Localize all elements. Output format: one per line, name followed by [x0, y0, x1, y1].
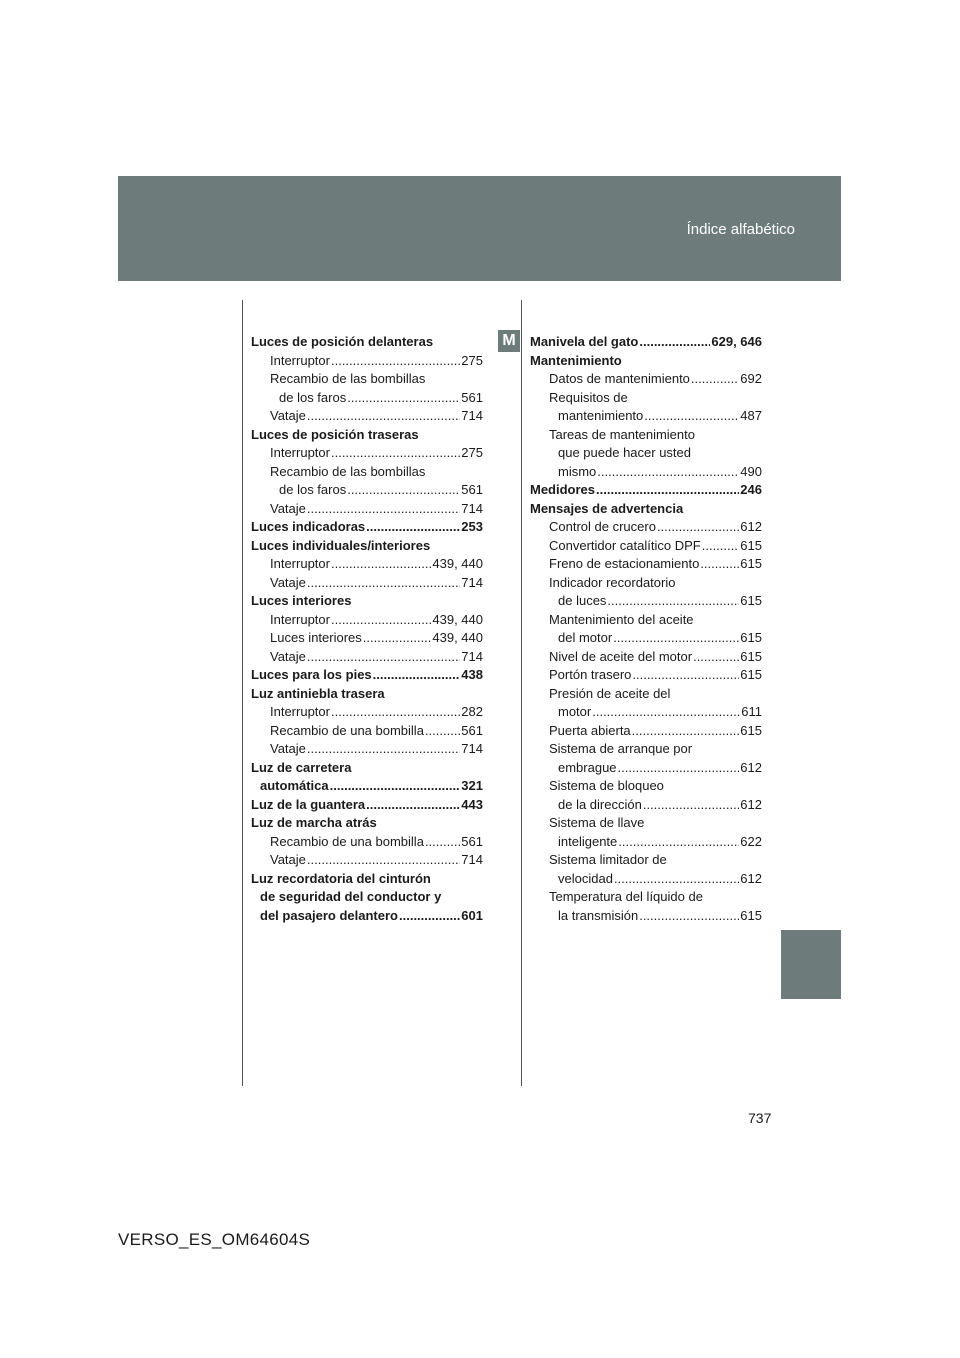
- index-entry: [530, 629, 762, 648]
- index-entry: [251, 833, 483, 852]
- dot-leader: [618, 759, 740, 778]
- entry-page: 714: [461, 500, 483, 516]
- dot-leader: [613, 629, 739, 648]
- entry-label: Luces interiores: [270, 630, 362, 645]
- index-entry: Presión de aceite del: [549, 685, 671, 701]
- index-entry: Sistema limitador de: [549, 852, 667, 867]
- entry-label: Medidores: [530, 482, 596, 497]
- entry-page: 438: [461, 667, 483, 682]
- entry-label: Luz de la guantera: [251, 796, 366, 812]
- entry-page: 275: [461, 352, 483, 368]
- entry-page: 615: [740, 593, 762, 608]
- index-entry: Indicador recordatorio: [549, 574, 676, 590]
- index-entry: [251, 500, 483, 519]
- entry-page: 714: [461, 408, 483, 423]
- entry-label: Vataje: [270, 500, 306, 516]
- index-entry: Luz antiniebla trasera: [251, 685, 385, 701]
- index-entry: que puede hacer usted: [558, 445, 691, 460]
- index-entry: [251, 352, 483, 371]
- dot-leader: [614, 870, 739, 889]
- index-column-right: [530, 333, 762, 925]
- entry-label: de los faros: [279, 482, 347, 497]
- entry-label: mantenimiento: [558, 408, 644, 423]
- entry-label: del motor: [558, 630, 613, 645]
- index-entry: Temperatura del líquido de: [549, 889, 703, 904]
- entry-label: Interruptor: [270, 704, 330, 719]
- index-entry: Sistema de arranque por: [549, 741, 693, 756]
- index-entry: [530, 481, 762, 500]
- dot-leader: [644, 407, 739, 426]
- entry-label: Convertidor catalítico DPF: [549, 537, 701, 553]
- index-entry: [530, 796, 762, 815]
- entry-label: inteligente: [558, 833, 618, 849]
- index-column-left: [251, 333, 483, 925]
- dot-leader: [307, 648, 460, 667]
- index-entry: Sistema de bloqueo: [549, 778, 664, 793]
- index-letter-marker: M: [498, 330, 520, 352]
- entry-page: 611: [741, 704, 762, 719]
- dot-leader: [331, 703, 460, 722]
- entry-label: Puerta abierta: [549, 722, 631, 738]
- index-entry: [530, 666, 762, 685]
- index-entry: [530, 833, 762, 852]
- header-band: [118, 176, 841, 281]
- index-entry: [530, 518, 762, 537]
- entry-label: embrague: [558, 759, 617, 775]
- dot-leader: [307, 740, 460, 759]
- index-entry: [530, 703, 762, 722]
- index-entry: [251, 907, 483, 926]
- entry-page: 615: [740, 556, 762, 571]
- index-entry: [251, 389, 483, 408]
- index-entry: [251, 648, 483, 667]
- entry-page: 246: [740, 482, 762, 497]
- index-entry: [530, 407, 762, 426]
- entry-label: la transmisión: [558, 907, 639, 923]
- index-entry: [530, 370, 762, 389]
- index-entry: Luces de posición delanteras: [251, 334, 434, 349]
- column-divider-left: [242, 300, 243, 1086]
- dot-leader: [657, 518, 739, 537]
- dot-leader: [331, 611, 431, 630]
- index-entry: Recambio de las bombillas: [270, 463, 426, 479]
- entry-label: Interruptor: [270, 352, 330, 368]
- entry-label: de la dirección: [558, 796, 642, 812]
- dot-leader: [592, 703, 740, 722]
- dot-leader: [399, 907, 460, 926]
- entry-page: 439, 440: [432, 630, 483, 645]
- entry-label: velocidad: [558, 870, 613, 886]
- entry-page: 601: [461, 907, 483, 923]
- entry-label: Vataje: [270, 852, 306, 867]
- index-entry: [251, 722, 483, 741]
- entry-page: 321: [461, 778, 483, 793]
- entry-label: Luces indicadoras: [251, 519, 366, 534]
- dot-leader: [363, 629, 432, 648]
- entry-label: Interruptor: [270, 611, 330, 627]
- section-title: Índice alfabético: [686, 221, 795, 238]
- entry-page: 490: [740, 463, 762, 479]
- index-entry: Luces de posición traseras: [251, 426, 419, 442]
- entry-label: Manivela del gato: [530, 334, 639, 349]
- entry-page: 714: [461, 852, 483, 867]
- dot-leader: [366, 518, 460, 537]
- entry-page: 275: [461, 445, 483, 460]
- entry-label: Vataje: [270, 741, 306, 756]
- entry-page: 561: [461, 389, 483, 405]
- entry-label: Vataje: [270, 574, 306, 590]
- dot-leader: [373, 666, 461, 685]
- entry-page: 615: [740, 907, 762, 923]
- index-entry: [530, 592, 762, 611]
- entry-page: 612: [740, 796, 762, 812]
- index-entry: [530, 463, 762, 482]
- index-entry: [251, 851, 483, 870]
- column-divider-right: [521, 300, 522, 1086]
- entry-label: Interruptor: [270, 445, 330, 460]
- index-entry: Mantenimiento: [530, 352, 622, 368]
- entry-label: Luces para los pies: [251, 667, 372, 682]
- entry-page: 622: [740, 833, 762, 849]
- entry-label: de los faros: [279, 389, 347, 405]
- dot-leader: [307, 851, 460, 870]
- dot-leader: [347, 389, 460, 408]
- dot-leader: [307, 407, 460, 426]
- index-entry: [530, 870, 762, 889]
- dot-leader: [693, 648, 739, 667]
- entry-page: 439, 440: [432, 611, 483, 627]
- dot-leader: [643, 796, 739, 815]
- entry-page: 253: [461, 519, 483, 534]
- index-entry: [251, 555, 483, 574]
- dot-leader: [700, 555, 739, 574]
- index-entry: [251, 629, 483, 648]
- dot-leader: [632, 722, 740, 741]
- dot-leader: [307, 500, 460, 519]
- entry-label: Vataje: [270, 408, 306, 423]
- index-entry: [530, 648, 762, 667]
- entry-page: 615: [740, 630, 762, 645]
- index-entry: Recambio de las bombillas: [270, 371, 426, 386]
- entry-page: 612: [740, 759, 762, 775]
- dot-leader: [597, 463, 739, 482]
- entry-page: 714: [461, 741, 483, 756]
- entry-label: automática: [260, 778, 329, 793]
- entry-label: Control de crucero: [549, 519, 656, 534]
- index-entry: Luz de marcha atrás: [251, 815, 377, 830]
- dot-leader: [639, 907, 739, 926]
- entry-page: 282: [461, 704, 483, 719]
- dot-leader: [331, 555, 431, 574]
- entry-label: Vataje: [270, 648, 306, 664]
- dot-leader: [639, 333, 710, 352]
- entry-label: del pasajero delantero: [260, 907, 398, 923]
- dot-leader: [331, 444, 460, 463]
- dot-leader: [618, 833, 739, 852]
- index-entry: [251, 703, 483, 722]
- index-entry: Luz recordatoria del cinturón: [251, 870, 431, 886]
- entry-page: 612: [740, 519, 762, 534]
- entry-page: 615: [740, 648, 762, 664]
- dot-leader: [607, 592, 739, 611]
- index-entry: Luces interiores: [251, 593, 352, 608]
- page-number: 737: [748, 1110, 772, 1126]
- entry-page: 487: [740, 408, 762, 423]
- index-entry: Mensajes de advertencia: [530, 500, 684, 516]
- entry-page: 692: [740, 371, 762, 386]
- document-code: VERSO_ES_OM64604S: [118, 1230, 311, 1249]
- entry-label: Recambio de una bombilla: [270, 722, 424, 738]
- index-entry: Luces individuales/interiores: [251, 537, 431, 553]
- index-entry: [251, 740, 483, 759]
- entry-page: 615: [740, 537, 762, 553]
- index-entry: de seguridad del conductor y: [260, 889, 442, 904]
- dot-leader: [347, 481, 460, 500]
- entry-page: 561: [461, 833, 483, 849]
- entry-page: 714: [461, 574, 483, 590]
- dot-leader: [691, 370, 739, 389]
- index-entry: Sistema de llave: [549, 815, 645, 830]
- dot-leader: [702, 537, 740, 556]
- entry-page: 561: [461, 722, 483, 738]
- dot-leader: [366, 796, 460, 815]
- index-entry: [251, 518, 483, 537]
- chapter-side-tab: [781, 930, 841, 999]
- index-entry: [530, 759, 762, 778]
- index-entry: [251, 444, 483, 463]
- entry-label: Portón trasero: [549, 667, 632, 682]
- entry-page: 612: [740, 870, 762, 886]
- index-entry: Mantenimiento del aceite: [549, 611, 694, 627]
- entry-page: 714: [461, 648, 483, 664]
- index-entry: [251, 574, 483, 593]
- entry-label: Datos de mantenimiento: [549, 371, 690, 386]
- entry-page: 561: [461, 482, 483, 497]
- index-entry: [530, 907, 762, 926]
- index-entry: [251, 611, 483, 630]
- entry-label: Freno de estacionamiento: [549, 556, 700, 571]
- entry-page: 629, 646: [711, 334, 762, 349]
- entry-page: 439, 440: [432, 556, 483, 571]
- index-entry: Requisitos de: [549, 389, 628, 405]
- entry-page: 443: [461, 796, 483, 812]
- index-entry: [530, 537, 762, 556]
- dot-leader: [331, 352, 460, 371]
- index-entry: [530, 333, 762, 352]
- entry-label: de luces: [558, 593, 607, 608]
- dot-leader: [425, 722, 460, 741]
- entry-label: Recambio de una bombilla: [270, 833, 424, 849]
- entry-page: 615: [740, 722, 762, 738]
- index-entry: Luz de carretera: [251, 759, 352, 775]
- index-entry: [530, 722, 762, 741]
- dot-leader: [425, 833, 460, 852]
- entry-label: Nivel de aceite del motor: [549, 648, 693, 664]
- entry-label: motor: [558, 704, 592, 719]
- entry-label: mismo: [558, 463, 597, 479]
- index-entry: [251, 777, 483, 796]
- index-entry: Tareas de mantenimiento: [549, 426, 695, 442]
- index-entry: [251, 796, 483, 815]
- index-entry: [251, 407, 483, 426]
- dot-leader: [596, 481, 739, 500]
- index-entry: [251, 481, 483, 500]
- dot-leader: [330, 777, 461, 796]
- dot-leader: [307, 574, 460, 593]
- dot-leader: [632, 666, 739, 685]
- index-entry: [530, 555, 762, 574]
- entry-label: Interruptor: [270, 556, 330, 571]
- entry-page: 615: [740, 667, 762, 682]
- index-entry: [251, 666, 483, 685]
